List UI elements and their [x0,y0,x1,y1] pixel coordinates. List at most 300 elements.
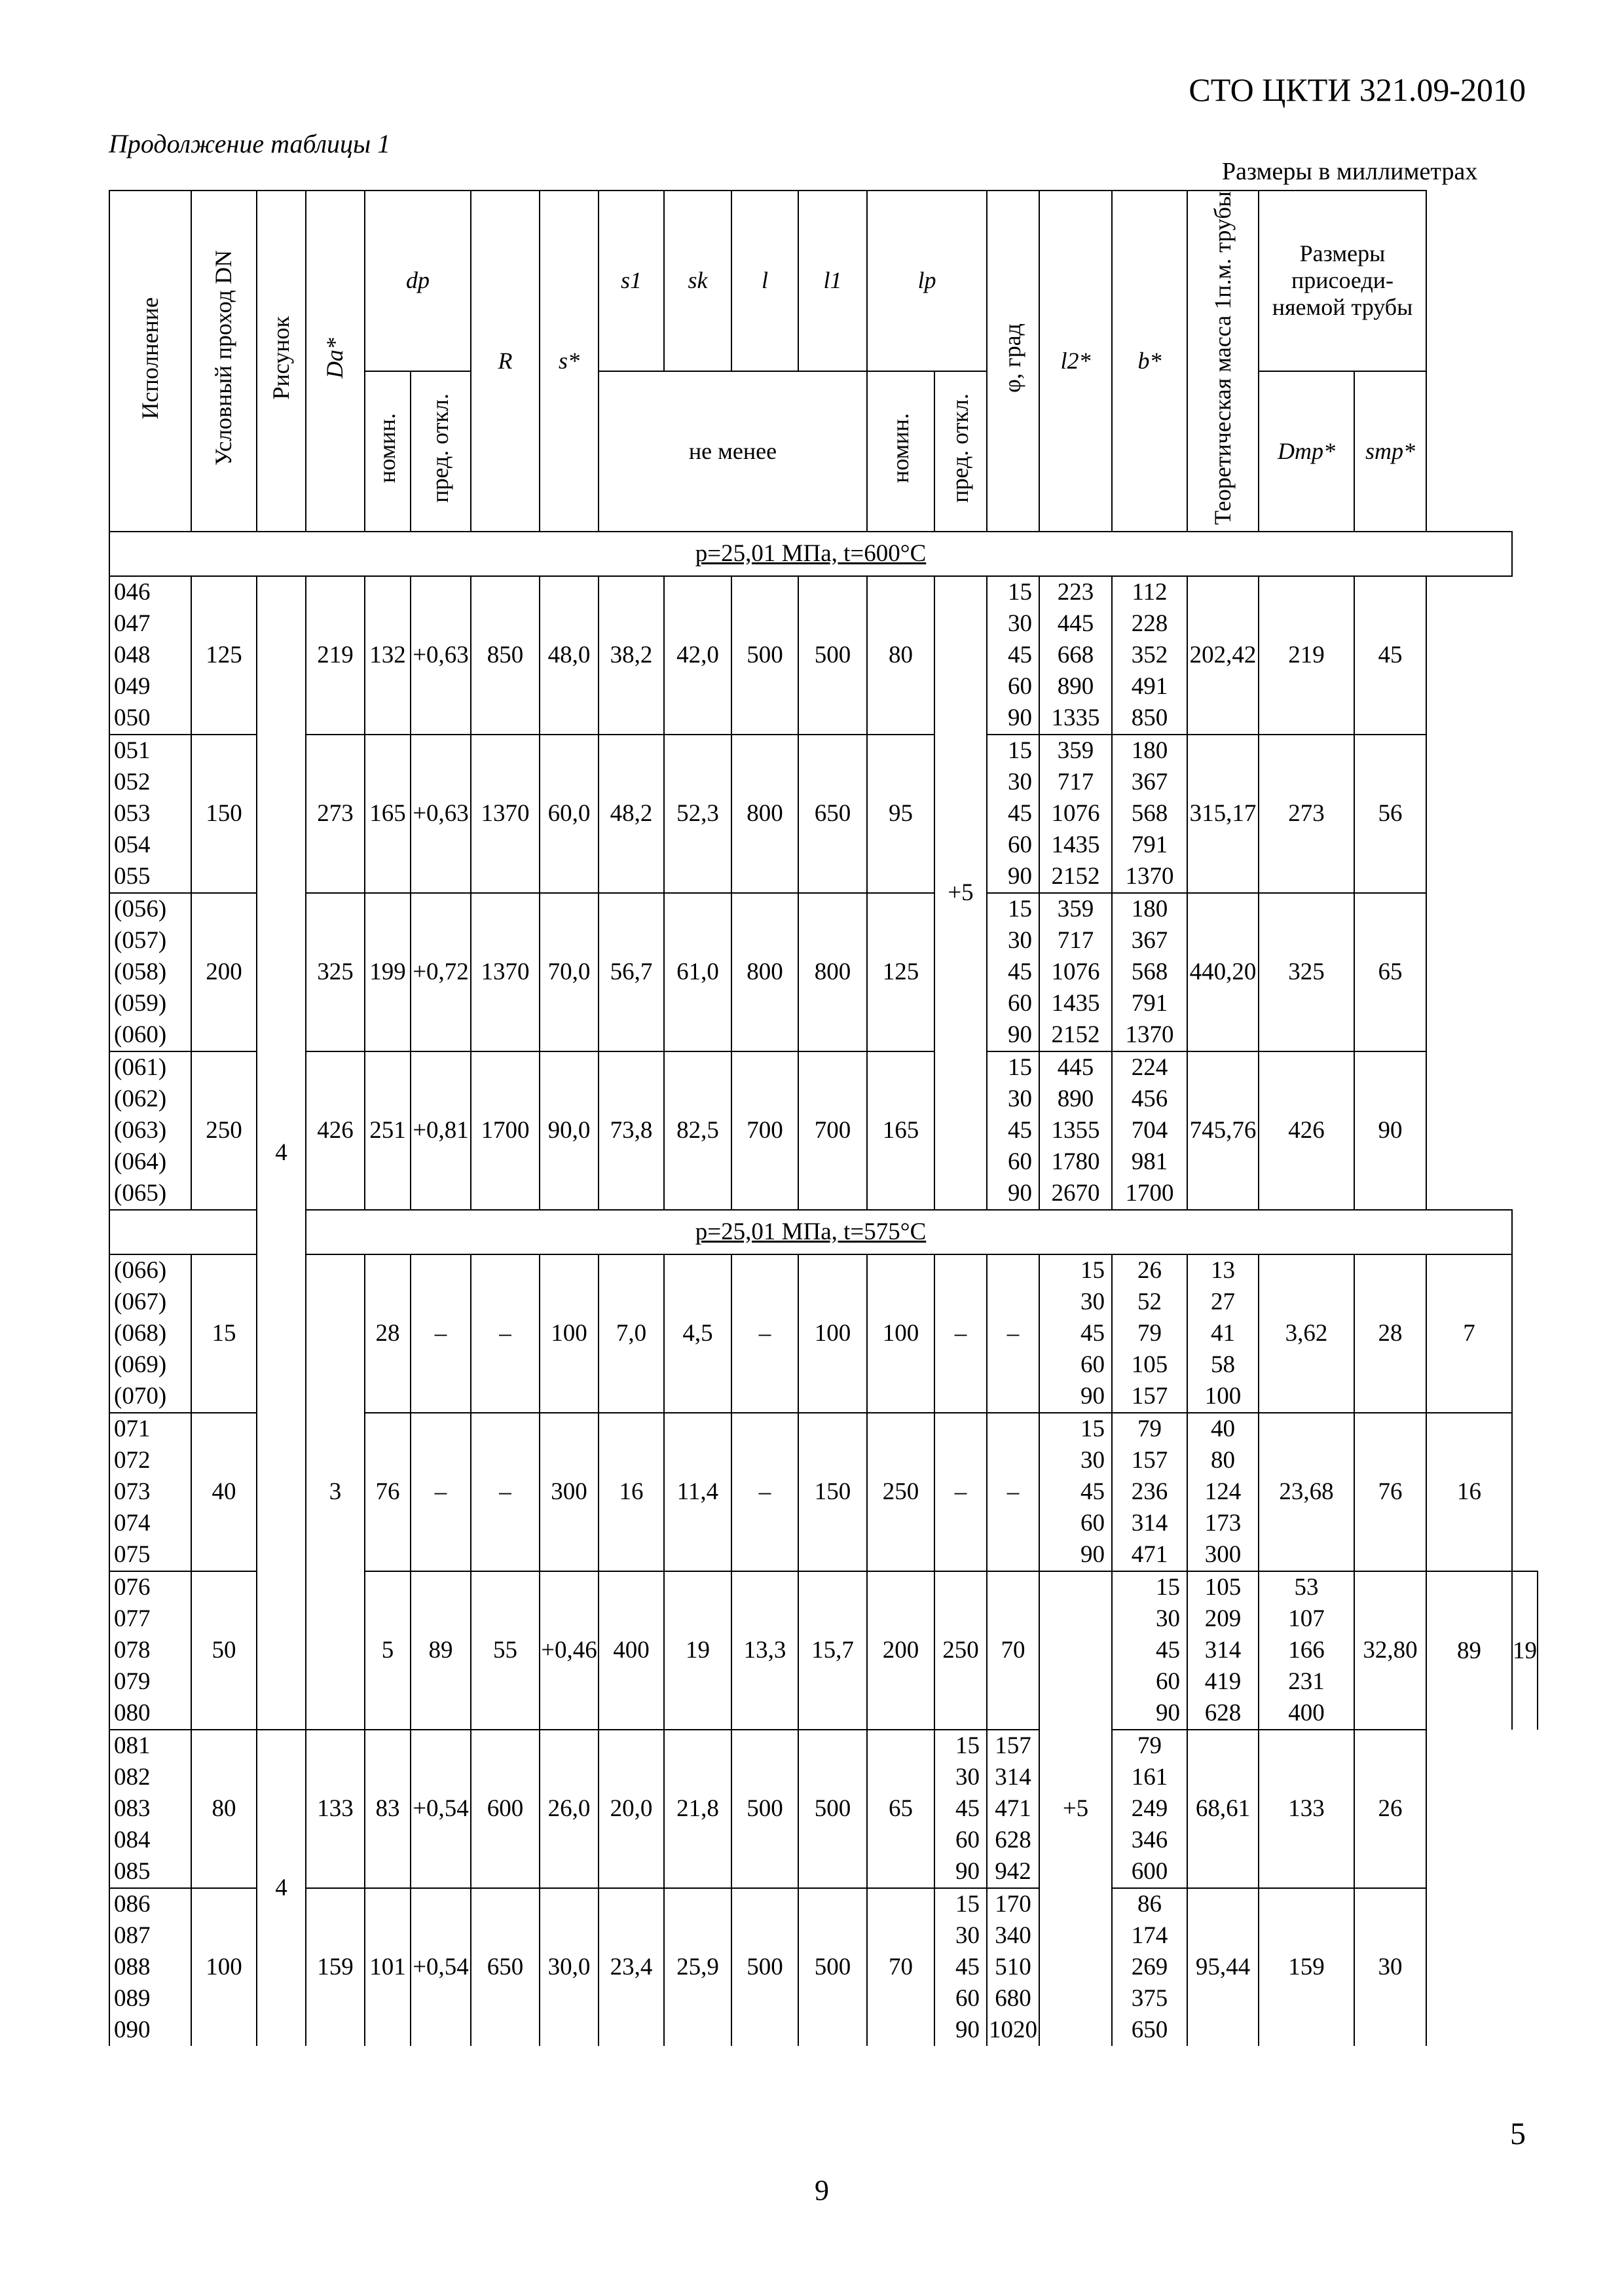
cell-dtr: 426 [1259,1051,1354,1210]
cell-s1: 56,7 [599,893,664,1051]
cell-ispolnenie: 054 [109,829,191,861]
cell-r: 400 [599,1571,664,1730]
cell-dn: 200 [191,893,257,1051]
cell-ispolnenie: 078 [109,1635,191,1666]
cell-sk: 21,8 [664,1730,731,1888]
cell-figure: 4 [257,576,306,1730]
cell-l2: 1435 [1039,988,1112,1019]
cell-phi: 45 [934,1952,987,1983]
cell-l1: 800 [798,893,867,1051]
cell-da: 159 [306,1888,365,2046]
cell-ispolnenie: 082 [109,1762,191,1793]
cell-phi: 90 [934,1856,987,1888]
cell-ispolnenie: 088 [109,1952,191,1983]
cell-b: 58 [1187,1349,1259,1381]
cell-ispolnenie: (056) [109,893,191,925]
cell-l2: 419 [1187,1666,1259,1698]
cell-dp-nomin: 83 [365,1730,411,1888]
cell-l1: 250 [867,1413,934,1571]
cell-l2: 340 [987,1920,1039,1952]
header-da: Da* [306,191,365,532]
cell-dtr: 89 [1426,1571,1512,1730]
cell-l2: 52 [1112,1286,1187,1318]
cell-b: 180 [1112,893,1187,925]
cell-dp-nomin: – [411,1413,471,1571]
cell-phi: 45 [1039,1476,1112,1508]
cell-dp-dev: +0,46 [540,1571,599,1730]
cell-dp-dev: +0,72 [411,893,471,1051]
cell-da: 28 [365,1254,411,1413]
cell-ispolnenie: 071 [109,1413,191,1445]
cell-l2: 359 [1039,735,1112,767]
cell-phi: 45 [987,798,1039,829]
cell-l2: 157 [1112,1381,1187,1413]
cell-mass: 202,42 [1187,576,1259,735]
cell-ispolnenie: (057) [109,925,191,957]
dimensions-table [109,190,1538,2046]
cell-da: 89 [411,1571,471,1730]
document-code: СТО ЦКТИ 321.09-2010 [1189,71,1526,108]
cell-b: 180 [1112,735,1187,767]
header-mass: Теоретическая масса 1п.м. трубы [1187,191,1259,532]
cell-phi: 30 [1039,1286,1112,1318]
cell-l2: 314 [987,1762,1039,1793]
cell-l2: 1780 [1039,1146,1112,1178]
cell-dtr: 159 [1259,1888,1354,2046]
cell-l2: 1435 [1039,829,1112,861]
cell-s: 60,0 [540,735,599,893]
cell-da: 325 [306,893,365,1051]
cell-figure: 3 [306,1254,365,1730]
cell-r: 1370 [471,893,540,1051]
cell-phi: 30 [1112,1603,1187,1635]
header-dn: Условный проход DN [191,191,257,532]
header-s: s* [540,191,599,532]
cell-str: 90 [1354,1051,1426,1210]
cell-phi: 90 [987,702,1039,735]
cell-str: 45 [1354,576,1426,735]
cell-b: 166 [1259,1635,1354,1666]
header-ne-menee: не менее [599,371,867,532]
cell-phi: 90 [934,2014,987,2046]
cell-s: 16 [599,1413,664,1571]
cell-ispolnenie: 077 [109,1603,191,1635]
cell-lp-dev: +5 [934,576,987,1210]
cell-ispolnenie: 085 [109,1856,191,1888]
cell-dn: 40 [191,1413,257,1571]
cell-phi: 30 [934,1762,987,1793]
cell-s1: 73,8 [599,1051,664,1210]
cell-ispolnenie: 053 [109,798,191,829]
cell-str: 16 [1426,1413,1512,1571]
cell-b: 367 [1112,767,1187,798]
cell-l2: 1076 [1039,957,1112,988]
cell-phi: 30 [987,925,1039,957]
cell-s: 90,0 [540,1051,599,1210]
cell-mass: 68,61 [1187,1730,1259,1888]
cell-phi: 60 [987,829,1039,861]
cell-ispolnenie: (069) [109,1349,191,1381]
cell-ispolnenie: (064) [109,1146,191,1178]
cell-phi: 60 [1112,1666,1187,1698]
cell-l1: 100 [867,1254,934,1413]
cell-dp-nomin: 251 [365,1051,411,1210]
cell-b: 173 [1187,1508,1259,1539]
cell-l2: 157 [1112,1445,1187,1476]
cell-phi: 60 [987,1146,1039,1178]
cell-l: 200 [867,1571,934,1730]
cell-dn: 100 [191,1888,257,2046]
cell-sk: – [731,1254,798,1413]
cell-l2: 2152 [1039,861,1112,893]
cell-b: 174 [1112,1920,1187,1952]
cell-phi: 45 [934,1793,987,1825]
cell-l2: 105 [1112,1349,1187,1381]
cell-phi: 15 [1039,1413,1112,1445]
header-dp-nomin: номин. [365,371,411,532]
cell-ispolnenie: 089 [109,1983,191,2014]
cell-lp-dev: – [987,1254,1039,1413]
cell-r: 100 [540,1254,599,1413]
cell-s: 70,0 [540,893,599,1051]
table-row [109,576,1538,608]
cell-lp-nomin: 165 [867,1051,934,1210]
table-row [109,735,1538,767]
cell-b: 112 [1112,576,1187,608]
cell-dtr: 133 [1259,1730,1354,1888]
cell-l1: 250 [934,1571,987,1730]
cell-mass: 32,80 [1354,1571,1426,1730]
cell-lp-nomin: 65 [867,1730,934,1888]
cell-phi: 60 [1039,1508,1112,1539]
header-phi: φ, град [987,191,1039,532]
cell-b: 228 [1112,608,1187,640]
cell-l2: 890 [1039,1084,1112,1115]
cell-b: 300 [1187,1539,1259,1571]
cell-s1: 11,4 [664,1413,731,1571]
cell-l2: 209 [1187,1603,1259,1635]
cell-s1: 48,2 [599,735,664,893]
cell-l2: 223 [1039,576,1112,608]
section-label-text: р=25,01 МПа, t=575°С [695,1218,927,1246]
cell-dn: 15 [191,1254,257,1413]
cell-l2: 942 [987,1856,1039,1888]
table-row [109,893,1538,925]
cell-l2: 471 [1112,1539,1187,1571]
cell-l2: 2670 [1039,1178,1112,1210]
cell-phi: 15 [934,1730,987,1762]
cell-ispolnenie: 055 [109,861,191,893]
cell-mass: 315,17 [1187,735,1259,893]
cell-ispolnenie: 073 [109,1476,191,1508]
cell-l2: 628 [987,1825,1039,1856]
cell-da: 219 [306,576,365,735]
cell-l2: 79 [1112,1413,1187,1445]
cell-phi: 15 [934,1888,987,1920]
cell-b: 704 [1112,1115,1187,1146]
cell-l2: 510 [987,1952,1039,1983]
cell-ispolnenie: (063) [109,1115,191,1146]
cell-b: 107 [1259,1603,1354,1635]
cell-dn: 80 [191,1730,257,1888]
cell-da: 426 [306,1051,365,1210]
cell-l: 800 [731,735,798,893]
cell-l2: 628 [1187,1698,1259,1730]
cell-phi: 30 [987,1084,1039,1115]
cell-sk: 25,9 [664,1888,731,2046]
cell-ispolnenie: 087 [109,1920,191,1952]
cell-b: 650 [1112,2014,1187,2046]
cell-l2: 717 [1039,767,1112,798]
cell-r: 1700 [471,1051,540,1210]
cell-phi: 15 [1112,1571,1187,1603]
cell-lp-dev: – [987,1413,1039,1571]
cell-s: 48,0 [540,576,599,735]
cell-dp-nomin: 199 [365,893,411,1051]
header-l2: l2* [1039,191,1112,532]
cell-l2: 445 [1039,1051,1112,1084]
cell-ispolnenie: (062) [109,1084,191,1115]
cell-ispolnenie: (060) [109,1019,191,1051]
cell-l1: 500 [798,1730,867,1888]
section-label-text: р=25,01 МПа, t=600°С [695,540,927,568]
cell-phi: 60 [987,988,1039,1019]
cell-figure: 5 [365,1571,411,1730]
cell-b: 27 [1187,1286,1259,1318]
cell-figure: 4 [257,1730,306,2046]
header-r: R [471,191,540,532]
cell-l1: 500 [798,1888,867,2046]
cell-dp-dev: +0,54 [411,1888,471,2046]
cell-phi: 45 [1112,1635,1187,1666]
cell-ispolnenie: (058) [109,957,191,988]
cell-b: 100 [1187,1381,1259,1413]
table-row [109,1051,1538,1084]
cell-sk: 15,7 [798,1571,867,1730]
cell-r: 600 [471,1730,540,1888]
cell-lp-nomin: 125 [867,893,934,1051]
cell-mass: 3,62 [1259,1254,1354,1413]
cell-l2: 1355 [1039,1115,1112,1146]
cell-sk: 61,0 [664,893,731,1051]
cell-dp-nomin: 165 [365,735,411,893]
cell-lp-nomin: 70 [867,1888,934,2046]
cell-dp-dev: +0,63 [411,576,471,735]
cell-l2: 79 [1112,1318,1187,1349]
cell-phi: 15 [987,893,1039,925]
cell-phi: 90 [1039,1381,1112,1413]
cell-s1: 13,3 [731,1571,798,1730]
cell-sk: 82,5 [664,1051,731,1210]
cell-ispolnenie: 075 [109,1539,191,1571]
header-lp: lp [867,191,987,371]
header-l1: l1 [798,191,867,371]
cell-b: 1370 [1112,1019,1187,1051]
cell-l1: 700 [798,1051,867,1210]
cell-ispolnenie: (066) [109,1254,191,1286]
cell-ispolnenie: 083 [109,1793,191,1825]
cell-l2: 1020 [987,2014,1039,2046]
cell-phi: 60 [1039,1349,1112,1381]
header-s1: s1 [599,191,664,371]
cell-dp-dev: – [471,1413,540,1571]
cell-dn: 150 [191,735,257,893]
cell-b: 224 [1112,1051,1187,1084]
cell-phi: 30 [987,767,1039,798]
header-sk: sk [664,191,731,371]
cell-l: 100 [798,1254,867,1413]
cell-str: 26 [1354,1730,1426,1888]
cell-l2: 314 [1187,1635,1259,1666]
cell-mass: 23,68 [1259,1413,1354,1571]
table-row [109,1254,1538,1286]
cell-da: 133 [306,1730,365,1888]
cell-s: 19 [664,1571,731,1730]
cell-b: 231 [1259,1666,1354,1698]
cell-l: 800 [731,893,798,1051]
header-lp-nomin: номин. [867,371,934,532]
cell-l: 500 [731,1730,798,1888]
cell-lp-nomin: 70 [987,1571,1039,1730]
cell-phi: 60 [987,671,1039,702]
cell-sk: 42,0 [664,576,731,735]
cell-lp-nomin: – [934,1254,987,1413]
cell-phi: 30 [934,1920,987,1952]
cell-l2: 170 [987,1888,1039,1920]
cell-r: 300 [540,1413,599,1571]
table-row [109,1888,1538,1920]
cell-str: 30 [1354,1888,1426,2046]
cell-dp-dev: +0,63 [411,735,471,893]
cell-ispolnenie: (068) [109,1318,191,1349]
cell-lp-nomin: 80 [867,576,934,735]
cell-dp-nomin: – [411,1254,471,1413]
cell-s: 26,0 [540,1730,599,1888]
cell-b: 346 [1112,1825,1187,1856]
cell-phi: 45 [987,957,1039,988]
cell-dp-nomin: 55 [471,1571,540,1730]
cell-da: 273 [306,735,365,893]
cell-b: 269 [1112,1952,1187,1983]
cell-ispolnenie: 048 [109,640,191,671]
cell-dtr: 273 [1259,735,1354,893]
cell-b: 1700 [1112,1178,1187,1210]
cell-phi: 45 [987,1115,1039,1146]
cell-phi: 30 [1039,1445,1112,1476]
cell-str: 65 [1354,893,1426,1051]
cell-ispolnenie: 047 [109,608,191,640]
cell-l2: 26 [1112,1254,1187,1286]
cell-ispolnenie: 090 [109,2014,191,2046]
cell-ispolnenie: 051 [109,735,191,767]
cell-b: 80 [1187,1445,1259,1476]
cell-b: 568 [1112,798,1187,829]
cell-l2: 2152 [1039,1019,1112,1051]
cell-r: 1370 [471,735,540,893]
section-row [109,1210,1538,1254]
cell-l2: 717 [1039,925,1112,957]
cell-phi: 30 [987,608,1039,640]
cell-b: 981 [1112,1146,1187,1178]
cell-sk: 52,3 [664,735,731,893]
cell-l2: 236 [1112,1476,1187,1508]
cell-b: 568 [1112,957,1187,988]
cell-ispolnenie: 076 [109,1571,191,1603]
cell-phi: 90 [1112,1698,1187,1730]
page-number: 9 [815,2174,829,2206]
cell-sk: – [731,1413,798,1571]
cell-s: 7,0 [599,1254,664,1413]
cell-dtr: 325 [1259,893,1354,1051]
cell-ispolnenie: (059) [109,988,191,1019]
header-ispolnenie: Исполнение [109,191,191,532]
cell-phi: 90 [987,861,1039,893]
header-str: sтр* [1354,371,1426,532]
cell-ispolnenie: 052 [109,767,191,798]
cell-dp-dev: +0,81 [411,1051,471,1210]
cell-phi: 15 [987,1051,1039,1084]
cell-l2: 157 [987,1730,1039,1762]
cell-ispolnenie: 046 [109,576,191,608]
cell-phi: 60 [934,1983,987,2014]
cell-b: 375 [1112,1983,1187,2014]
cell-b: 600 [1112,1856,1187,1888]
cell-dtr: 76 [1354,1413,1426,1571]
cell-dtr: 28 [1354,1254,1426,1413]
cell-phi: 45 [987,640,1039,671]
header-dp-dev: пред. откл. [411,371,471,532]
cell-dp-nomin: 101 [365,1888,411,2046]
cell-s: 30,0 [540,1888,599,2046]
cell-dp-dev: – [471,1254,540,1413]
cell-ispolnenie: 074 [109,1508,191,1539]
cell-b: 456 [1112,1084,1187,1115]
cell-phi: 15 [987,735,1039,767]
cell-l: 150 [798,1413,867,1571]
cell-mass: 440,20 [1187,893,1259,1051]
cell-b: 850 [1112,702,1187,735]
cell-ispolnenie: 050 [109,702,191,735]
cell-dn: 125 [191,576,257,735]
cell-ispolnenie: 086 [109,1888,191,1920]
section-row [109,532,1538,576]
cell-mass: 95,44 [1187,1888,1259,2046]
cell-lp-nomin: – [934,1413,987,1571]
cell-l2: 105 [1187,1571,1259,1603]
section-label [109,532,1512,576]
cell-phi: 15 [1039,1254,1112,1286]
cell-str: 19 [1512,1571,1538,1730]
cell-ispolnenie: 079 [109,1666,191,1698]
cell-ispolnenie: (070) [109,1381,191,1413]
cell-mass: 745,76 [1187,1051,1259,1210]
cell-ispolnenie: 072 [109,1445,191,1476]
cell-l2: 314 [1112,1508,1187,1539]
cell-b: 13 [1187,1254,1259,1286]
cell-dp-dev: +0,54 [411,1730,471,1888]
cell-l2: 445 [1039,608,1112,640]
cell-da: 76 [365,1413,411,1571]
cell-s1: 38,2 [599,576,664,735]
cell-dp-nomin: 132 [365,576,411,735]
cell-s1: 4,5 [664,1254,731,1413]
header-pipe: Размеры присоеди-няемой трубы [1259,191,1426,371]
cell-l: 500 [731,1888,798,2046]
cell-l2: 1076 [1039,798,1112,829]
cell-ispolnenie: 049 [109,671,191,702]
corner-page-number: 5 [1510,2117,1526,2151]
cell-b: 249 [1112,1793,1187,1825]
